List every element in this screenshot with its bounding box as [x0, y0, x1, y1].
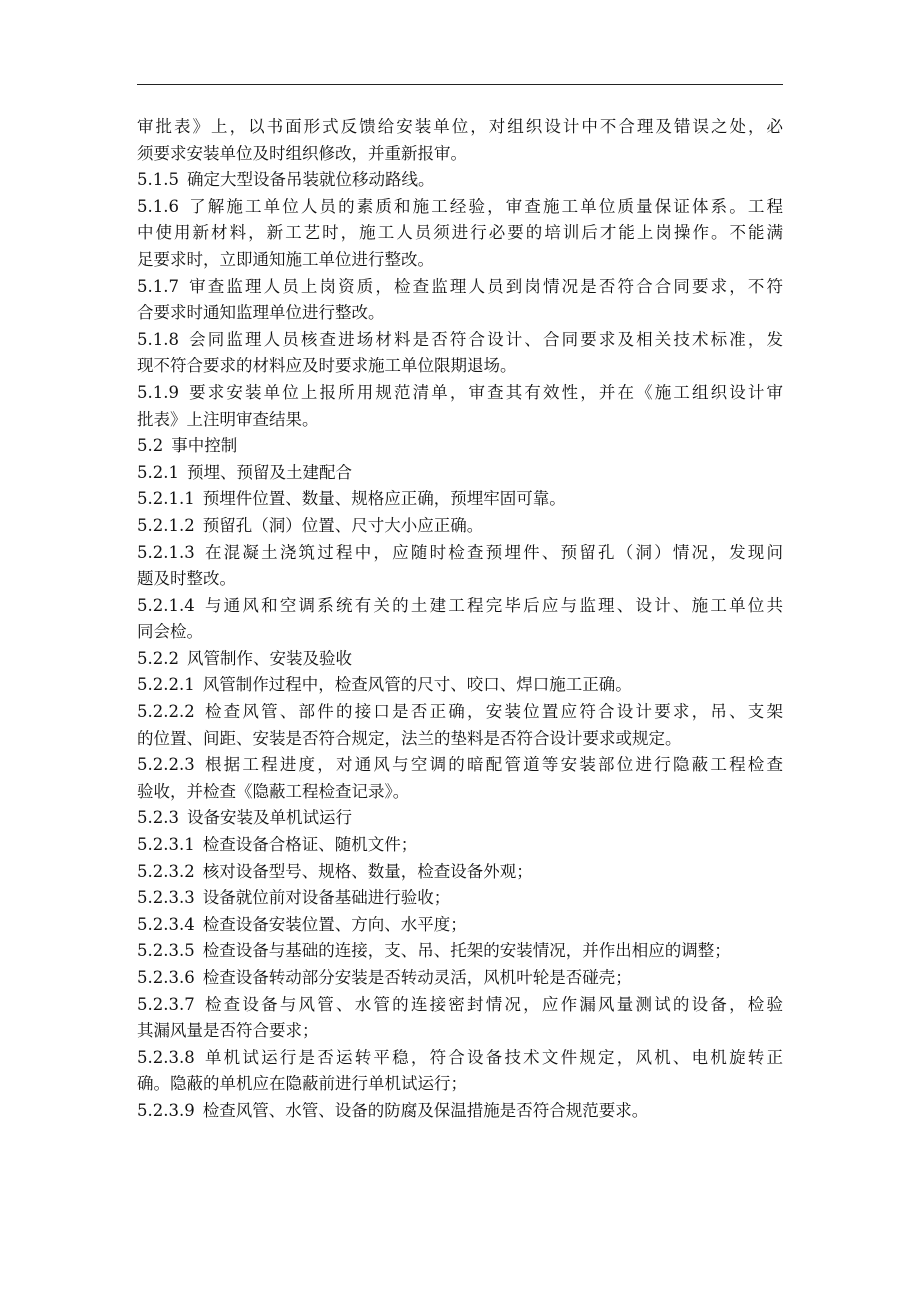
- paragraph: [137, 1098, 783, 1125]
- paragraph: [137, 832, 783, 859]
- line-text: 设备安装及单机试运行: [186, 808, 352, 828]
- section-number: 5.2.1.3: [137, 542, 195, 562]
- paragraph: [137, 992, 783, 1045]
- line-text: 核对设备型号、规格、数量，检查设备外观；: [202, 861, 533, 881]
- line-text: 预埋、预留及土建配合: [186, 462, 352, 482]
- paragraph: [137, 274, 783, 327]
- paragraph-line: [137, 460, 783, 487]
- paragraph-line: [137, 141, 783, 168]
- paragraph: [137, 433, 783, 460]
- line-text: 现不符合要求的材料应及时要求施工单位限期退场。: [137, 356, 517, 376]
- line-text: 足要求时，立即通知施工单位进行整改。: [137, 249, 434, 269]
- paragraph-line: [137, 353, 783, 380]
- section-number: 5.2.3.3: [137, 888, 195, 908]
- line-text: 单机试运行是否运转平稳，符合设备技术文件规定，风机、电机旋转正: [202, 1047, 783, 1067]
- paragraph-line: [137, 513, 783, 540]
- section-number: 5.1.5: [137, 170, 179, 190]
- section-number: 5.2.3.5: [137, 941, 195, 961]
- paragraph: [137, 486, 783, 513]
- line-text: 其漏风量是否符合要求；: [137, 1021, 319, 1041]
- section-number: 5.2.3.7: [137, 994, 195, 1014]
- paragraph-line: [137, 274, 783, 301]
- section-number: 5.1.7: [137, 276, 179, 296]
- line-text: 须要求安装单位及时组织修改，并重新报审。: [137, 143, 467, 163]
- paragraph: [137, 672, 783, 699]
- line-text: 检查风管、水管、设备的防腐及保温措施是否符合规范要求。: [202, 1100, 649, 1120]
- paragraph-line: [137, 752, 783, 779]
- section-number: 5.2.1.4: [137, 595, 195, 615]
- section-number: 5.1.6: [137, 196, 179, 216]
- paragraph: [137, 752, 783, 805]
- line-text: 风管制作过程中，检查风管的尺寸、咬口、焊口施工正确。: [202, 675, 632, 695]
- line-text: 中使用新材料，新工艺时，施工人员须进行必要的培训后才能上岗操作。不能满: [137, 223, 783, 243]
- line-text: 同会检。: [137, 622, 203, 642]
- paragraph: [137, 699, 783, 752]
- paragraph: [137, 327, 783, 380]
- line-text: 会同监理人员核查进场材料是否符合设计、合同要求及相关技术标准，发: [186, 329, 783, 349]
- paragraph: [137, 859, 783, 886]
- paragraph-line: [137, 992, 783, 1019]
- paragraph-line: [137, 1018, 783, 1045]
- paragraph: [137, 167, 783, 194]
- section-number: 5.1.9: [137, 382, 179, 402]
- section-number: 5.2.3.6: [137, 968, 195, 987]
- paragraph-line: [137, 1071, 783, 1098]
- section-number: 5.1.8: [137, 329, 179, 349]
- section-number: 5.2.3.1: [137, 835, 195, 855]
- paragraph-line: [137, 912, 783, 939]
- section-number: 5.2.3.4: [137, 914, 195, 934]
- section-number: 5.2.3.9: [137, 1100, 195, 1120]
- line-text: 题及时整改。: [137, 569, 236, 589]
- paragraph-line: [137, 167, 783, 194]
- paragraph-line: [137, 114, 783, 141]
- section-number: 5.2.3.8: [137, 1047, 195, 1067]
- line-text: 了解施工单位人员的素质和施工经验，审查施工单位质量保证体系。工程: [186, 196, 783, 216]
- paragraph-line: [137, 885, 783, 912]
- section-number: 5.2.2.2: [137, 702, 195, 722]
- paragraph: [137, 805, 783, 832]
- paragraph-line: [137, 859, 783, 886]
- line-text: 验收，并检查《隐蔽工程检查记录》。: [137, 781, 410, 801]
- paragraph-line: [137, 247, 783, 274]
- paragraph: [137, 1045, 783, 1098]
- paragraph-line: [137, 380, 783, 407]
- paragraph: [137, 460, 783, 487]
- paragraph-line: [137, 938, 783, 965]
- line-text: 事中控制: [171, 436, 238, 456]
- paragraph: [137, 965, 783, 992]
- section-number: 5.2.2: [137, 648, 179, 668]
- section-number: 5.2.1.1: [137, 489, 195, 509]
- paragraph-line: [137, 805, 783, 832]
- section-number: 5.2.3.2: [137, 861, 195, 881]
- paragraph-line: [137, 220, 783, 247]
- line-text: 检查风管、部件的接口是否正确，安装位置应符合设计要求，吊、支架: [202, 702, 783, 722]
- line-text: 检查设备与风管、水管的连接密封情况，应作漏风量测试的设备，检验: [202, 994, 783, 1014]
- paragraph-line: [137, 699, 783, 726]
- line-text: 确定大型设备吊装就位移动路线。: [186, 170, 435, 190]
- paragraph: [137, 646, 783, 673]
- section-number: 5.2.1: [137, 462, 179, 482]
- line-text: 要求安装单位上报所用规范清单，审查其有效性，并在《施工组织设计审: [186, 382, 783, 402]
- paragraph: [137, 938, 783, 965]
- paragraph-line: [137, 566, 783, 593]
- line-text: 批表》上注明审查结果。: [137, 409, 319, 429]
- paragraph: [137, 380, 783, 433]
- line-text: 风管制作、安装及验收: [186, 648, 352, 668]
- paragraph-line: [137, 194, 783, 221]
- paragraph-line: [137, 779, 783, 806]
- section-number: 5.2.2.3: [137, 755, 195, 775]
- paragraph-line: [137, 593, 783, 620]
- paragraph-line: [137, 407, 783, 434]
- paragraph-line: [137, 327, 783, 354]
- paragraph: [137, 114, 783, 167]
- paragraph-line: [137, 1045, 783, 1072]
- paragraph-line: [137, 433, 783, 460]
- header-rule: [137, 84, 783, 85]
- line-text: 设备就位前对设备基础进行验收；: [202, 888, 451, 908]
- paragraph: [137, 912, 783, 939]
- paragraph-line: [137, 619, 783, 646]
- paragraph-line: [137, 646, 783, 673]
- paragraph-line: [137, 300, 783, 327]
- paragraph-line: [137, 486, 783, 513]
- paragraph: [137, 194, 783, 274]
- line-text: 审查监理人员上岗资质，检查监理人员到岗情况是否符合合同要求，不符: [186, 276, 783, 296]
- paragraph: [137, 513, 783, 540]
- paragraph: [137, 540, 783, 593]
- section-number: 5.2.3: [137, 808, 179, 828]
- paragraph-line: [137, 832, 783, 859]
- section-number: 5.2.1.2: [137, 515, 195, 535]
- line-text: 与通风和空调系统有关的土建工程完毕后应与监理、设计、施工单位共: [202, 595, 783, 615]
- paragraph-line: [137, 965, 783, 992]
- line-text: 根据工程进度，对通风与空调的暗配管道等安装部位进行隐蔽工程检查: [202, 755, 783, 775]
- paragraph-line: [137, 726, 783, 753]
- section-number: 5.2: [137, 436, 164, 456]
- line-text: 的位置、间距、安装是否符合规定，法兰的垫料是否符合设计要求或规定。: [137, 728, 682, 748]
- line-text: 检查设备与基础的连接，支、吊、托架的安装情况，并作出相应的调整；: [202, 941, 731, 961]
- line-text: 合要求时通知监理单位进行整改。: [137, 303, 385, 323]
- paragraph-line: [137, 1098, 783, 1125]
- line-text: 检查设备合格证、随机文件；: [202, 835, 418, 855]
- document-body: [137, 114, 783, 1125]
- line-text: 在混凝土浇筑过程中，应随时检查预埋件、预留孔（洞）情况，发现问: [202, 542, 783, 562]
- line-text: 预留孔（洞）位置、尺寸大小应正确。: [202, 515, 484, 535]
- line-text: 检查设备安装位置、方向、水平度；: [202, 914, 467, 934]
- line-text: 检查设备转动部分安装是否转动灵活，风机叶轮是否碰壳；: [202, 968, 632, 987]
- line-text: 审批表》上，以书面形式反馈给安装单位，对组织设计中不合理及错误之处，必: [137, 117, 783, 136]
- paragraph-line: [137, 672, 783, 699]
- paragraph: [137, 593, 783, 646]
- section-number: 5.2.2.1: [137, 675, 195, 695]
- paragraph: [137, 885, 783, 912]
- line-text: 预埋件位置、数量、规格应正确，预埋牢固可靠。: [202, 489, 566, 509]
- line-text: 确。隐蔽的单机应在隐蔽前进行单机试运行；: [137, 1074, 467, 1094]
- paragraph-line: [137, 540, 783, 567]
